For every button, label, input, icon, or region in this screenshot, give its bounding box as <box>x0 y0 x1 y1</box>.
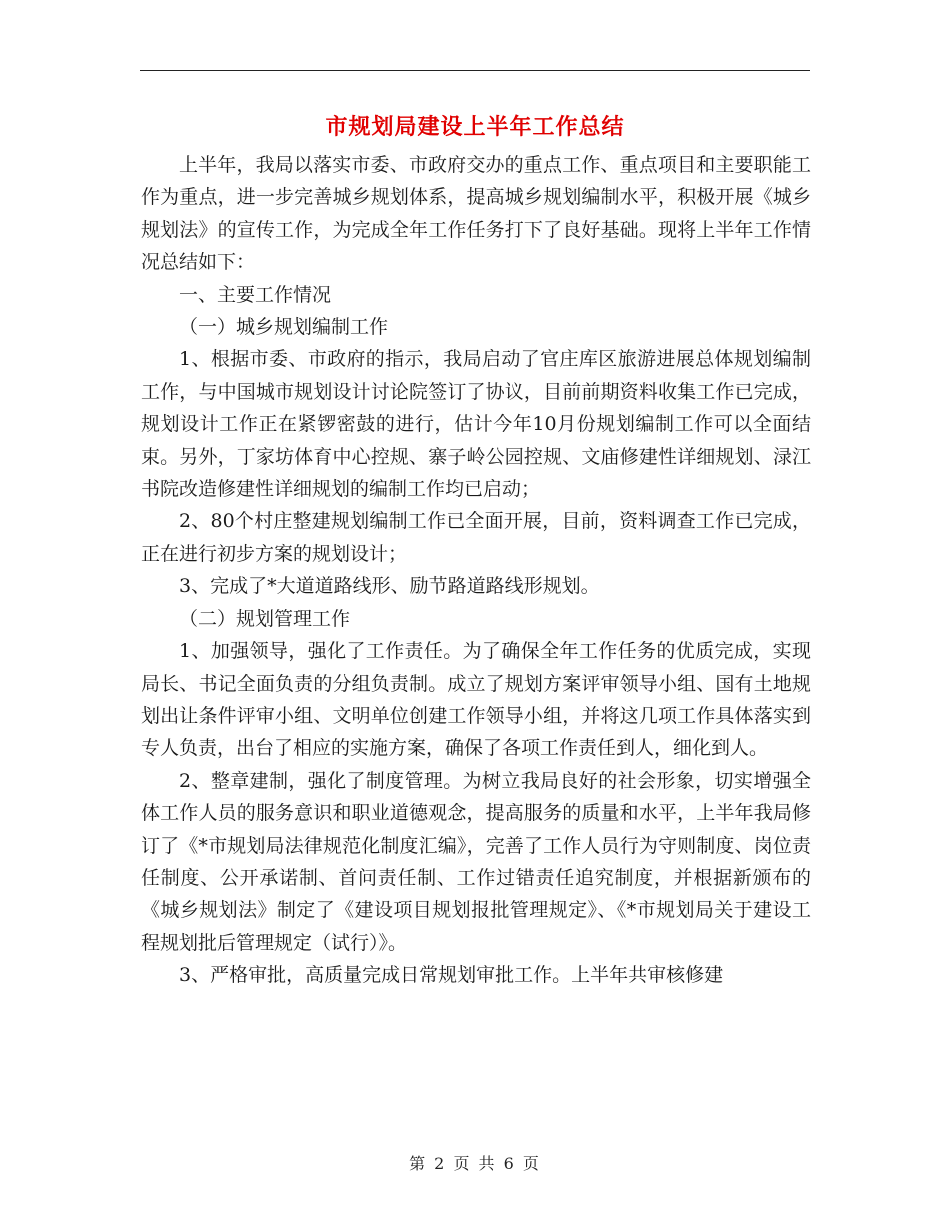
paragraph-item-1: 1、根据市委、市政府的指示，我局启动了官庄库区旅游进展总体规划编制工作，与中国城市规划设计讨论院签订了协议，目前前期资料收集工作已完成，规划设计工作正在紧锣密鼓的进行，估计今年10月份规划编制工作可以全面结束。另外，丁家坊体育中心控规、寨子岭公园控规、文庙修建性详细规划、渌江书院改造修建性详细规划的编制工作均已启动； <box>141 348 811 501</box>
section-heading-main-work: 一、主要工作情况 <box>179 283 332 306</box>
document-title: 市规划局建设上半年工作总结 <box>325 114 625 140</box>
document-body <box>141 149 811 992</box>
paragraph-management-3: 3、严格审批，高质量完成日常规划审批工作。上半年共审核修建 <box>179 964 724 987</box>
page-number-footer: 第 2 页 共 6 页 <box>409 1154 541 1173</box>
header-rule <box>140 70 810 71</box>
paragraph-management-1: 1、加强领导，强化了工作责任。为了确保全年工作任务的优质完成，实现局长、书记全面负责的分组负责制。成立了规划方案评审领导小组、国有土地规划出让条件评审小组、文明单位创建工作领导小组，并将这几项工作具体落实到专人负责，出台了相应的实施方案，确保了各项工作责任到人，细化到人。 <box>141 640 811 760</box>
paragraph-item-3: 3、完成了*大道道路线形、励节路道路线形规划。 <box>179 575 600 598</box>
paragraph-item-2: 2、80个村庄整建规划编制工作已全面开展，目前，资料调查工作已完成，正在进行初步方案的规划设计； <box>141 510 811 565</box>
paragraph-intro: 上半年，我局以落实市委、市政府交办的重点工作、重点项目和主要职能工作为重点，进一步完善城乡规划体系，提高城乡规划编制水平，积极开展《城乡规划法》的宣传工作，为完成全年工作任务打下了良好基础。现将上半年工作情况总结如下： <box>141 154 811 274</box>
paragraph-management-2: 2、整章建制，强化了制度管理。为树立我局良好的社会形象，切实增强全体工作人员的服务意识和职业道德观念，提高服务的质量和水平，上半年我局修订了《*市规划局法律规范化制度汇编》，完善了工作人员行为守则制度、岗位责任制度、公开承诺制、首问责任制、工作过错责任追究制度，并根据新颁布的《城乡规划法》制定了《建设项目规划报批管理规定》、《*市规划局关于建设工程规划批后管理规定（试行）》。 <box>141 769 811 954</box>
subsection-heading-planning-management: （二）规划管理工作 <box>179 607 351 630</box>
subsection-heading-planning-compilation: （一）城乡规划编制工作 <box>179 316 389 339</box>
